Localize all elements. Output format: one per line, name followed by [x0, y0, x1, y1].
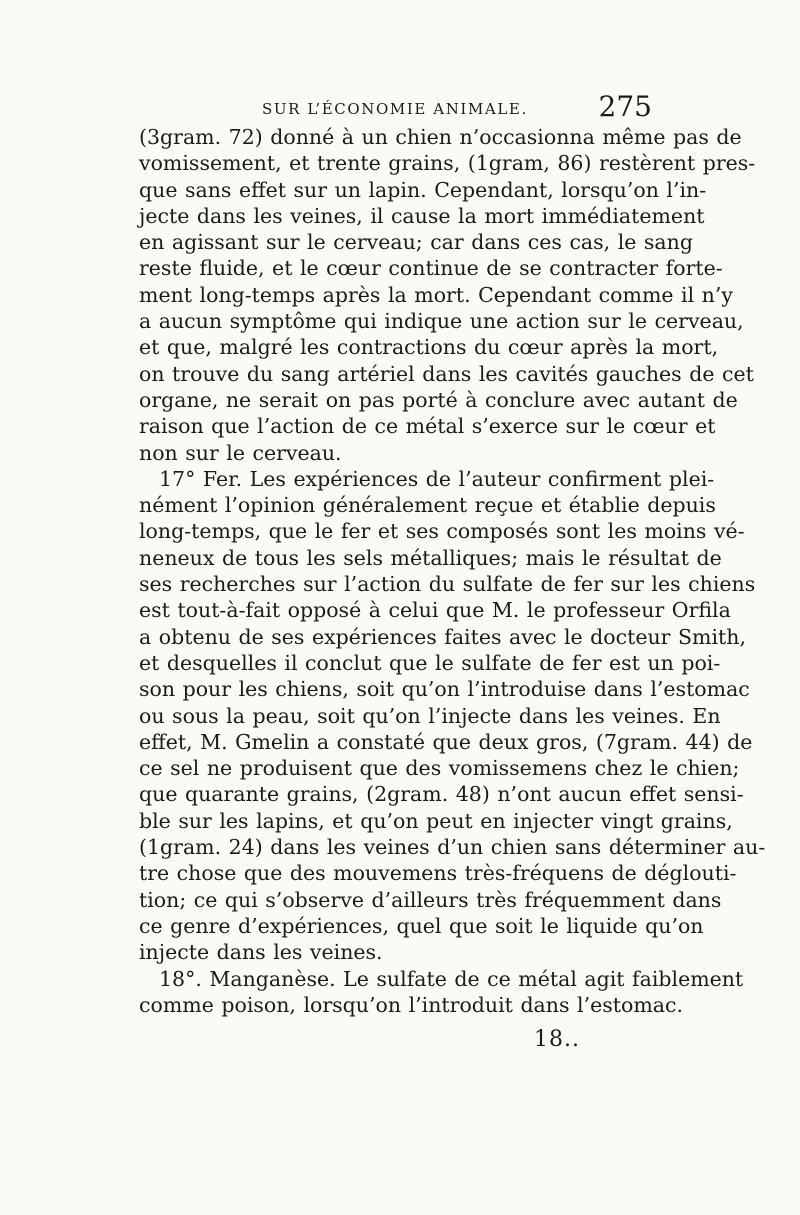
- running-head: SUR L’ÉCONOMIE ANIMALE.: [262, 100, 528, 118]
- text-line: (1gram. 24) dans les veines d’un chien sans déterminer au-: [139, 835, 766, 860]
- text-line: ce sel ne produisent que des vomissemens chez le chien;: [139, 756, 740, 781]
- text-line: (3gram. 72) donné à un chien n’occasionna même pas de: [139, 125, 742, 149]
- text-line: tre chose que des mouvemens très-fréquens de déglouti-: [139, 861, 737, 886]
- text-line: comme poison, lorsqu’on l’introduit dans l’estomac.: [139, 992, 683, 1017]
- text-line: 17° Fer. Les expériences de l’auteur confirment plei-: [159, 466, 715, 491]
- text-line: 18°. Manganèse. Le sulfate de ce métal agit faiblement: [159, 966, 744, 991]
- text-line: vomissement, et trente grains, (1gram, 86) restèrent pres-: [139, 151, 756, 176]
- text-line: en agissant sur le cerveau; car dans ces cas, le sang: [139, 230, 693, 255]
- text-line: que quarante grains, (2gram. 48) n’ont aucun effet sensi-: [139, 782, 744, 807]
- text-line: tion; ce qui s’observe d’ailleurs très fréquemment dans: [139, 887, 722, 912]
- text-line: son pour les chiens, soit qu’on l’introduise dans l’estomac: [139, 677, 750, 702]
- text-line: non sur le cerveau.: [139, 440, 342, 465]
- text-line: reste fluide, et le cœur continue de se contracter forte-: [139, 256, 723, 281]
- text-line: a obtenu de ses expériences faites avec le docteur Smith,: [139, 624, 746, 649]
- text-line: jecte dans les veines, il cause la mort immédiatement: [139, 203, 705, 228]
- text-line: ce genre d’expériences, quel que soit le liquide qu’on: [139, 913, 704, 938]
- text-line: et desquelles il conclut que le sulfate de fer est un poi-: [139, 650, 721, 675]
- text-line: ses recherches sur l’action du sulfate de fer sur les chiens: [139, 572, 756, 597]
- page-number: 275: [598, 90, 652, 123]
- text-line: on trouve du sang artériel dans les cavités gauches de cet: [139, 361, 754, 386]
- text-line: injecte dans les veines.: [139, 940, 383, 965]
- text-line: ou sous la peau, soit qu’on l’injecte dans les veines. En: [139, 703, 721, 728]
- text-line: organe, ne serait on pas porté à conclure avec autant de: [139, 387, 738, 412]
- text-line: et que, malgré les contractions du cœur après la mort,: [139, 335, 719, 360]
- text-line: est tout-à-fait opposé à celui que M. le professeur Orfila: [139, 598, 731, 623]
- text-line: a aucun symptôme qui indique une action sur le cerveau,: [139, 309, 744, 334]
- text-line: ble sur les lapins, et qu’on peut en injecter vingt grains,: [139, 808, 733, 833]
- text-line: que sans effet sur un lapin. Cependant, lorsqu’on l’in-: [139, 177, 707, 202]
- text-line: effet, M. Gmelin a constaté que deux gros, (7gram. 44) de: [139, 729, 753, 754]
- page-header: [232, 92, 652, 126]
- text-line: neneux de tous les sels métalliques; mais le résultat de: [139, 545, 722, 570]
- text-line: ment long-temps après la mort. Cependant comme il n’y: [139, 282, 733, 307]
- body-text: [139, 124, 766, 1018]
- text-line: raison que l’action de ce métal s’exerce sur le cœur et: [139, 414, 716, 439]
- text-line: long-temps, que le fer et ses composés sont les moins vé-: [139, 519, 745, 544]
- signature-mark: 18..: [534, 1027, 580, 1052]
- text-line: nément l’opinion généralement reçue et établie depuis: [139, 493, 716, 518]
